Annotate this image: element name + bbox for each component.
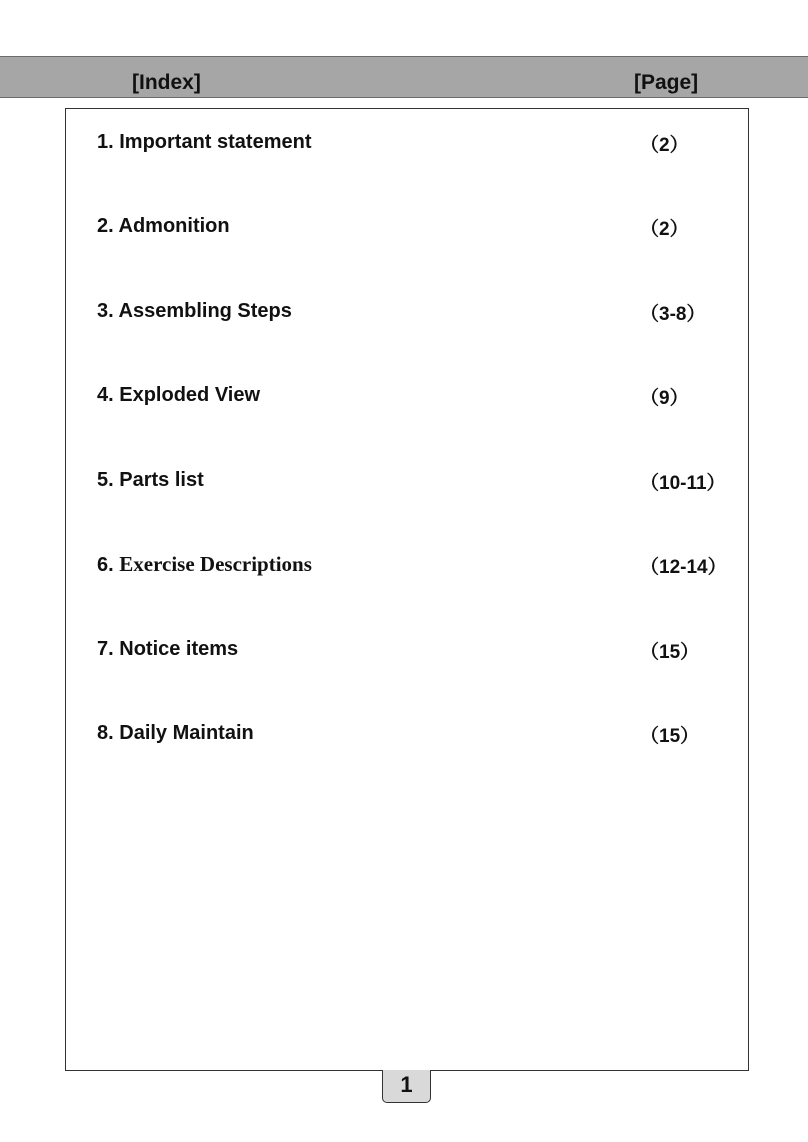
toc-item-page: （10-11） bbox=[640, 473, 726, 494]
toc-item-title bbox=[97, 552, 312, 577]
toc-item-parts-list bbox=[66, 468, 748, 498]
toc-item-title bbox=[97, 637, 238, 661]
toc-item-page: （15） bbox=[640, 642, 700, 663]
toc-item-number: 6. bbox=[97, 554, 114, 576]
page-number: 1 bbox=[382, 1070, 431, 1103]
toc-item-title bbox=[97, 721, 254, 745]
toc-item-page: （2） bbox=[640, 219, 689, 240]
toc-item-label: Daily Maintain bbox=[119, 722, 254, 744]
toc-item-notice-items bbox=[66, 637, 748, 667]
toc-item-label: Exercise Descriptions bbox=[119, 552, 312, 576]
toc-item-page: （2） bbox=[640, 135, 689, 156]
toc-item-number: 8. bbox=[97, 722, 114, 744]
toc-item-daily-maintain bbox=[66, 721, 748, 751]
toc-item-number: 3. bbox=[97, 300, 114, 322]
toc-item-exercise-descriptions bbox=[66, 552, 748, 582]
toc-item-important-statement bbox=[66, 130, 748, 160]
toc-item-label: Exploded View bbox=[119, 384, 261, 406]
toc-item-number: 2. bbox=[97, 215, 114, 237]
toc-item-title bbox=[97, 383, 260, 407]
toc-item-number: 7. bbox=[97, 638, 114, 660]
toc-item-page: （12-14） bbox=[640, 557, 727, 578]
toc-item-title bbox=[97, 299, 292, 323]
toc-item-admonition bbox=[66, 214, 748, 244]
toc-item-label: Admonition bbox=[118, 215, 230, 237]
toc-item-page: （15） bbox=[640, 726, 700, 747]
toc-item-page: （3-8） bbox=[640, 304, 706, 325]
toc-item-title bbox=[97, 468, 204, 492]
toc-item-label: Assembling Steps bbox=[118, 300, 292, 322]
toc-item-assembling-steps bbox=[66, 299, 748, 329]
toc-item-number: 4. bbox=[97, 384, 114, 406]
page-heading: [Page] bbox=[634, 71, 699, 94]
index-header-bar bbox=[0, 56, 808, 98]
toc-item-label: Parts list bbox=[119, 469, 204, 491]
toc-item-label: Notice items bbox=[119, 638, 239, 660]
toc-item-number: 1. bbox=[97, 131, 114, 153]
table-of-contents bbox=[65, 108, 749, 1071]
toc-item-number: 5. bbox=[97, 469, 114, 491]
index-heading: [Index] bbox=[132, 71, 201, 94]
toc-item-title bbox=[97, 214, 230, 238]
toc-item-page: （9） bbox=[640, 388, 689, 409]
toc-item-label: Important statement bbox=[119, 131, 312, 153]
toc-item-exploded-view bbox=[66, 383, 748, 413]
toc-item-title bbox=[97, 130, 312, 154]
